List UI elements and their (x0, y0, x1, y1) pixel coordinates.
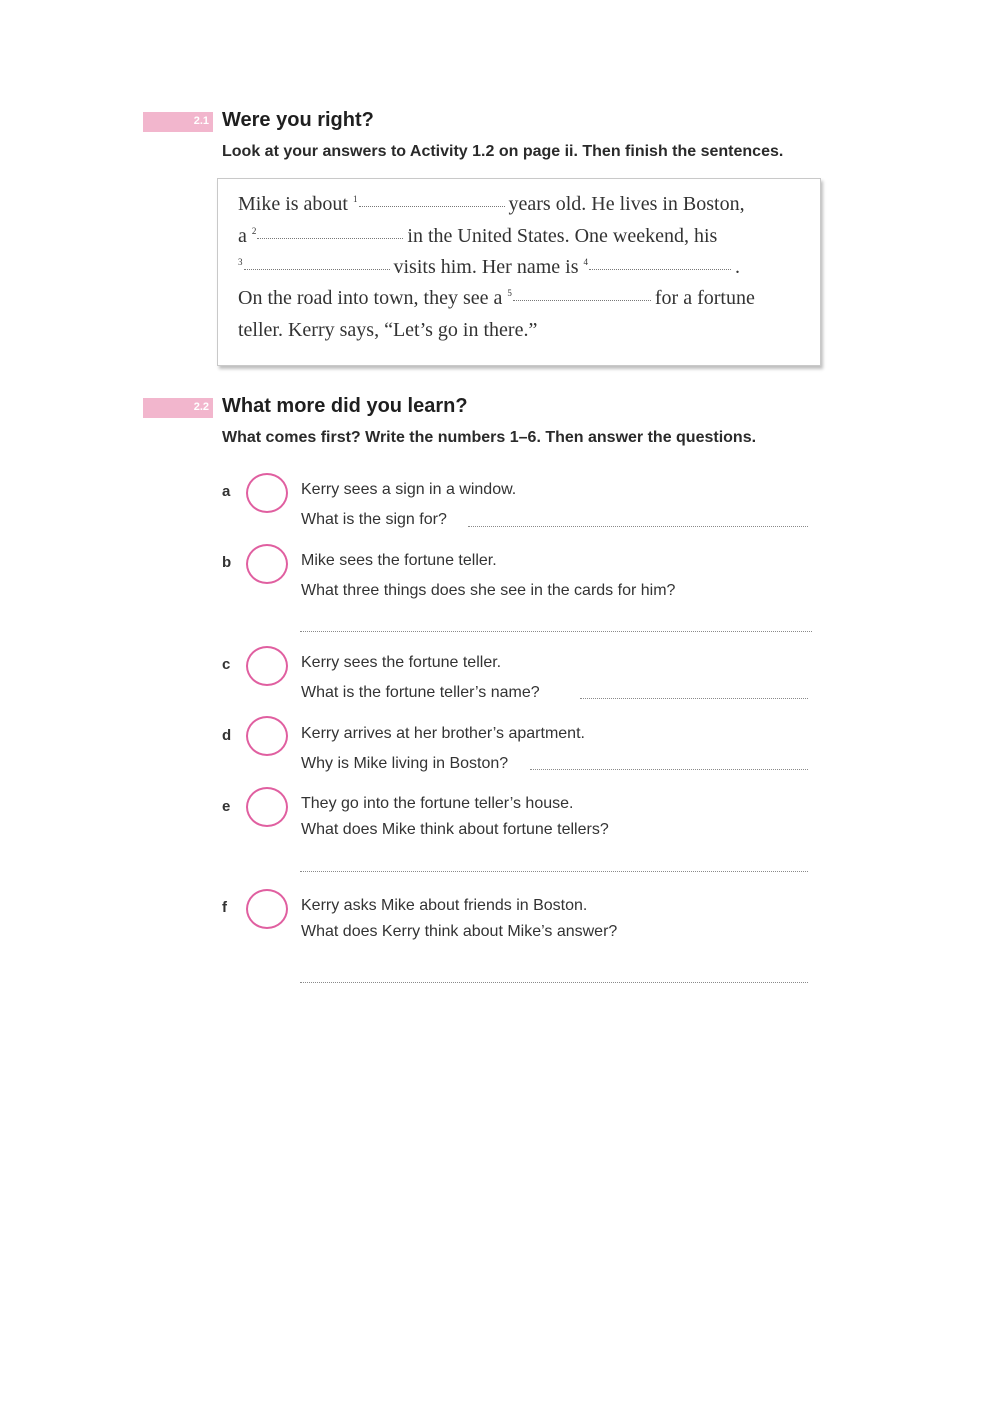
story-line-3: $^3$ visits him. Her name is $^4$ . (238, 256, 740, 278)
item-letter-a: a (222, 483, 231, 500)
answer-line-f[interactable] (300, 982, 808, 983)
item-question-c: What is the fortune teller’s name? (301, 684, 540, 701)
story-line-5: teller. Kerry says, “Let’s go in there.” (238, 319, 538, 341)
item-letter-b: b (222, 554, 232, 571)
order-number-input-c[interactable] (246, 646, 288, 686)
order-number-input-a[interactable] (246, 473, 288, 513)
section-badge-2-2: 2.2 (143, 398, 213, 418)
item-statement-c: Kerry sees the fortune teller. (301, 654, 502, 671)
story-text-box (217, 178, 821, 366)
blank-4[interactable] (589, 268, 731, 270)
answer-line-b[interactable] (300, 631, 812, 632)
item-statement-f: Kerry asks Mike about friends in Boston. (301, 897, 588, 914)
section-instruction-2: What comes first? Write the numbers 1–6. Then answer the questions. (222, 429, 757, 446)
answer-line-c[interactable] (580, 698, 808, 699)
section-title-were-you-right: Were you right? (222, 109, 374, 131)
answer-line-d[interactable] (530, 769, 808, 770)
item-letter-f: f (222, 899, 227, 916)
item-question-d: Why is Mike living in Boston? (301, 755, 509, 772)
story-line-2: a $^2$ in the United States. One weekend, his (238, 225, 718, 247)
story-line-1: Mike is about $^1$ years old. He lives in Boston, (238, 193, 745, 215)
section-instruction: Look at your answers to Activity 1.2 on page ii. Then finish the sentences. (222, 143, 784, 160)
order-number-input-e[interactable] (246, 787, 288, 827)
item-question-e: What does Mike think about fortune tellers? (301, 821, 609, 838)
order-number-input-d[interactable] (246, 716, 288, 756)
story-line-4: On the road into town, they see a $^5$ for a fortune (238, 287, 755, 309)
blank-3[interactable] (244, 268, 390, 270)
item-question-f: What does Kerry think about Mike’s answer? (301, 923, 618, 940)
answer-line-e[interactable] (300, 871, 808, 872)
section-badge-2-1: 2.1 (143, 112, 213, 132)
item-letter-d: d (222, 727, 232, 744)
order-number-input-b[interactable] (246, 544, 288, 584)
blank-2[interactable] (257, 237, 403, 239)
item-statement-e: They go into the fortune teller’s house. (301, 795, 574, 812)
item-statement-b: Mike sees the fortune teller. (301, 552, 497, 569)
blank-1[interactable] (359, 205, 505, 207)
item-question-a: What is the sign for? (301, 511, 447, 528)
order-number-input-f[interactable] (246, 889, 288, 929)
blank-5[interactable] (513, 299, 651, 301)
item-statement-d: Kerry arrives at her brother’s apartment. (301, 725, 585, 742)
answer-line-a[interactable] (468, 526, 808, 527)
section-title-what-more: What more did you learn? (222, 395, 468, 417)
item-letter-c: c (222, 656, 231, 673)
item-question-b: What three things does she see in the cards for him? (301, 582, 676, 599)
item-statement-a: Kerry sees a sign in a window. (301, 481, 517, 498)
item-letter-e: e (222, 798, 231, 815)
